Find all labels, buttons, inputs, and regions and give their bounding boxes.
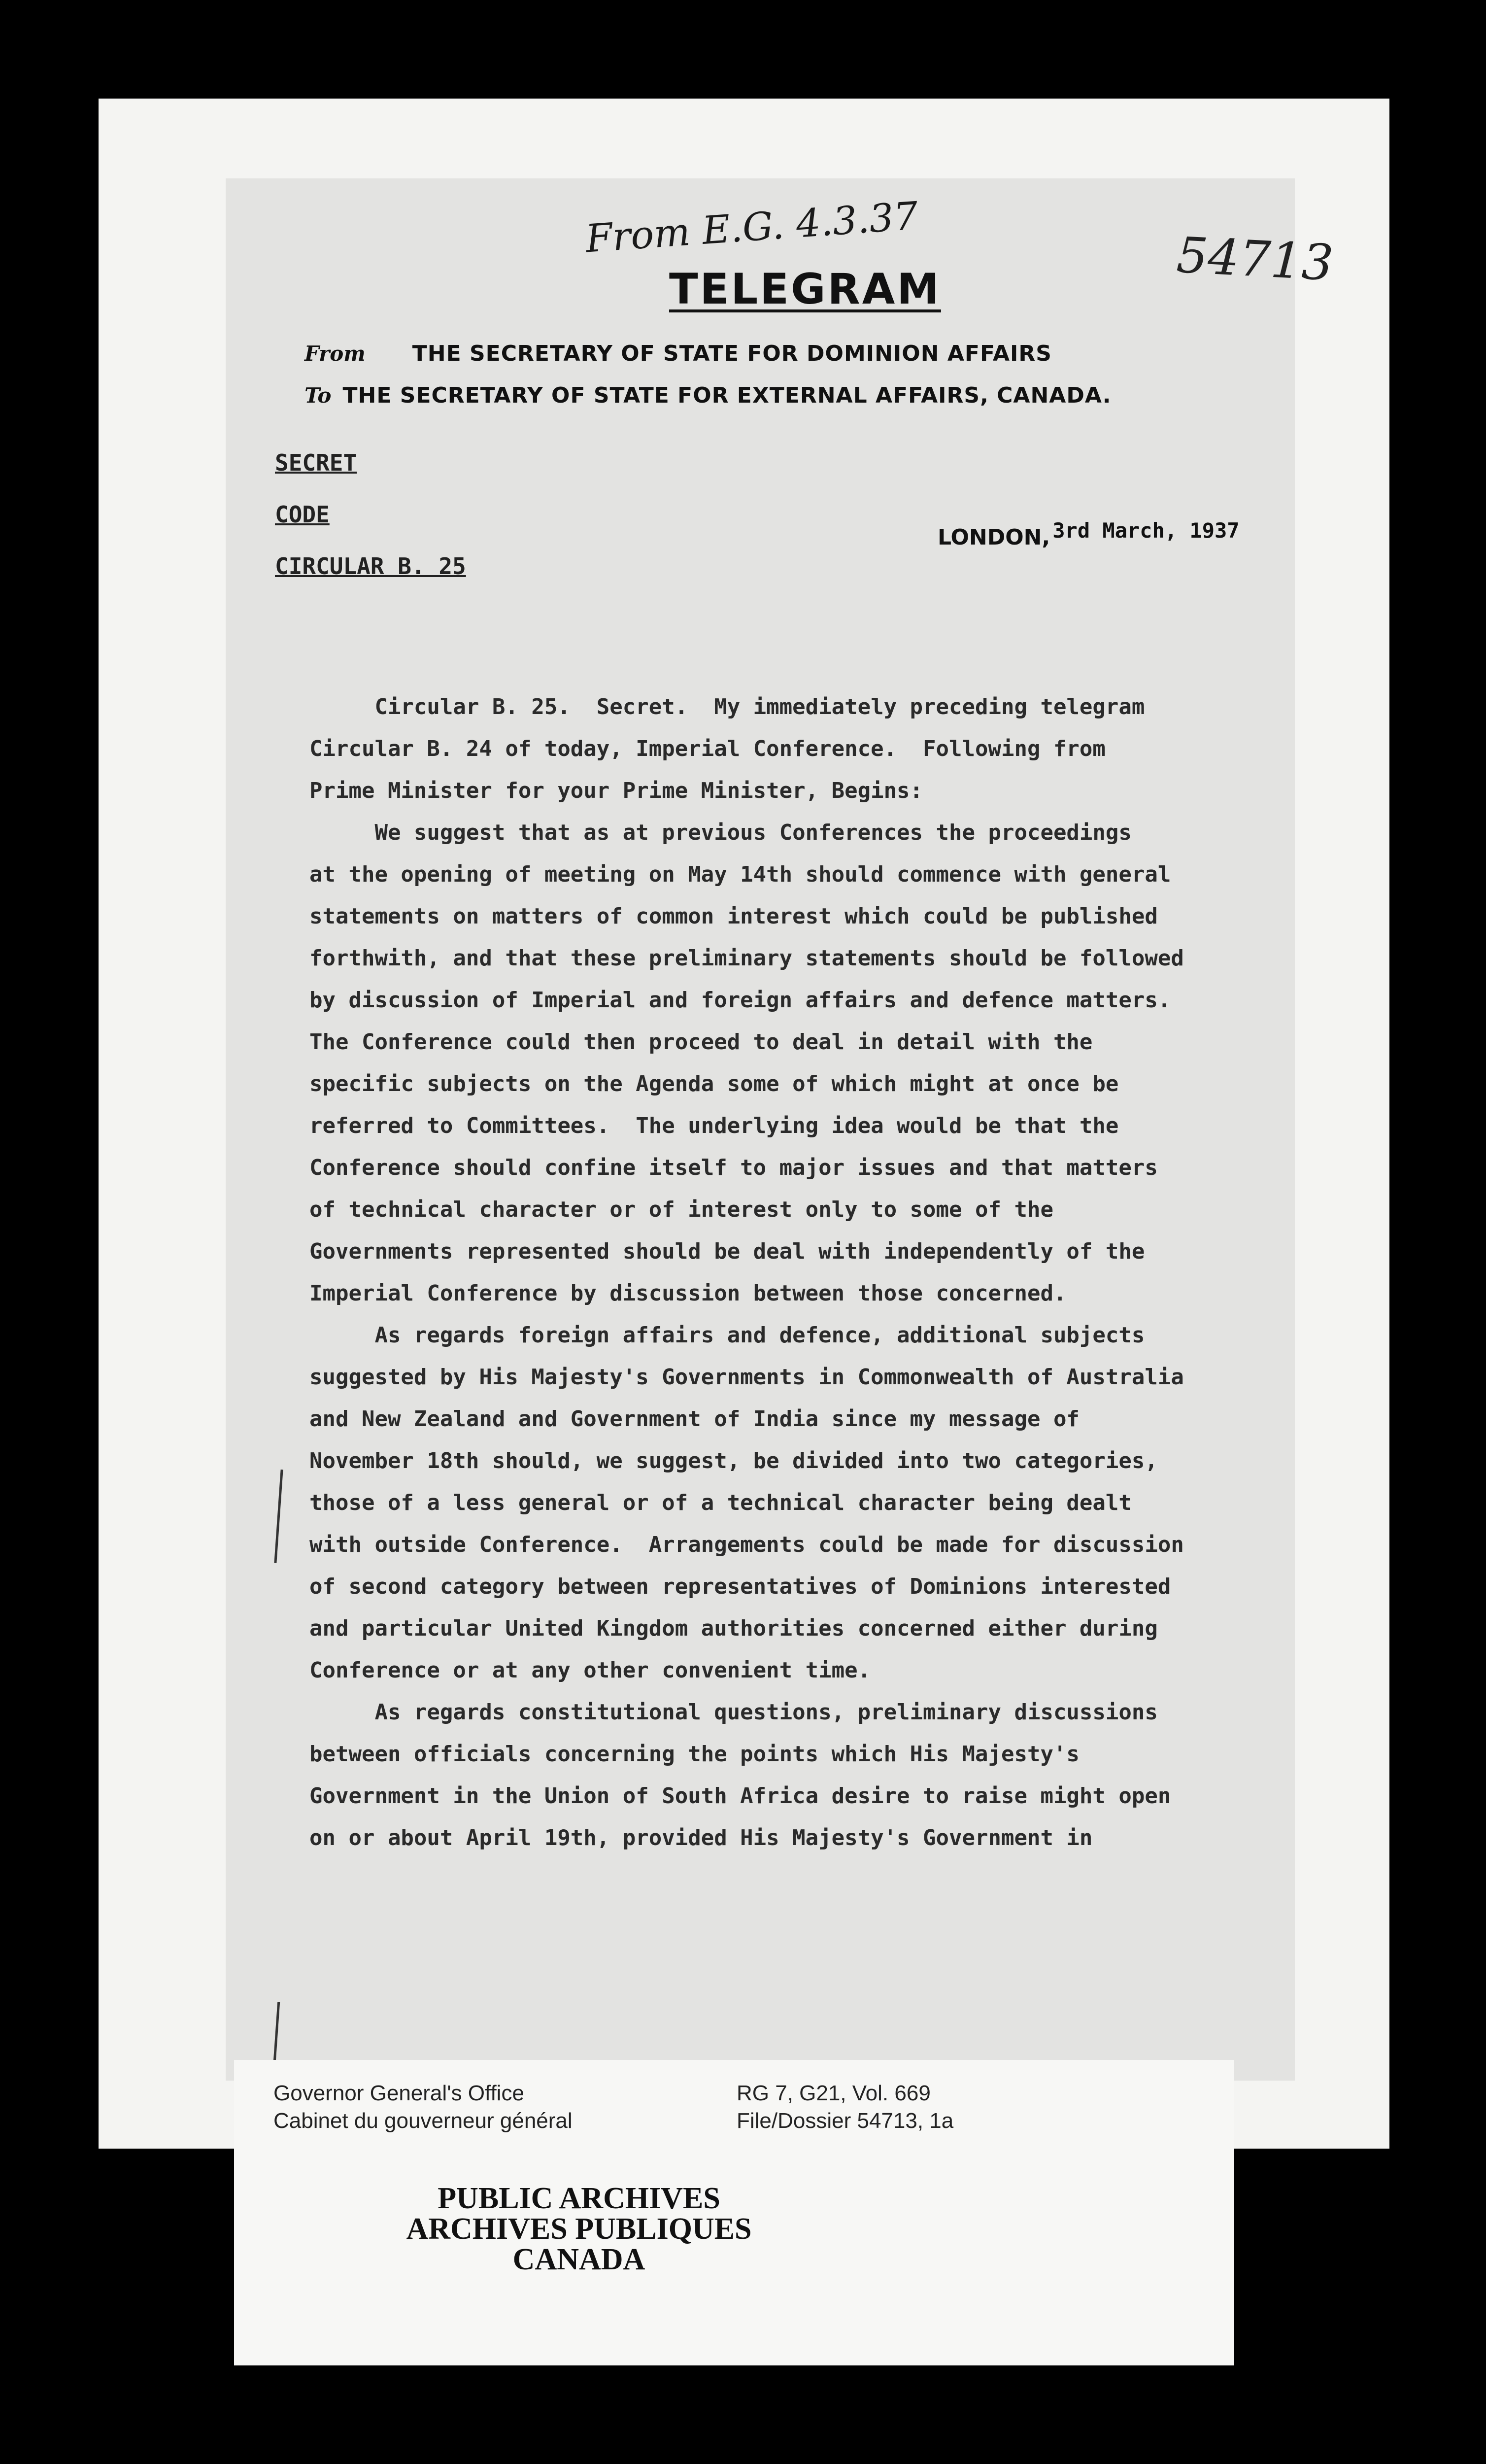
body-line: those of a less general or of a technical character being dealt <box>309 1490 1132 1515</box>
office-en: Governor General's Office <box>273 2081 524 2105</box>
from-line <box>304 341 1052 366</box>
body-line: and New Zealand and Government of India since my message of <box>309 1406 1080 1432</box>
archives-country: CANADA <box>512 2243 645 2276</box>
archive-stamp <box>234 2060 1234 2365</box>
date: 3rd March, 1937 <box>1052 518 1240 543</box>
body-line: of technical character or of interest only to some of the <box>309 1197 1053 1222</box>
circular-reference: CIRCULAR B. 25 <box>275 553 466 580</box>
archives-fr: ARCHIVES PUBLIQUES <box>406 2212 752 2246</box>
body-line: Circular B. 24 of today, Imperial Conference. Following from <box>309 736 1106 761</box>
reference: RG 7, G21, Vol. 669 <box>737 2081 931 2105</box>
to-label: To <box>304 383 332 408</box>
margin-mark <box>274 1470 283 1563</box>
body-line: Government in the Union of South Africa desire to raise might open <box>309 1783 1171 1809</box>
telegram-form <box>226 178 1335 2081</box>
office-fr: Cabinet du gouverneur général <box>273 2109 573 2133</box>
archives-heading <box>234 2183 924 2275</box>
handwritten-note: From E.G. 4.3.37 <box>584 194 920 262</box>
file-reference: File/Dossier 54713, 1a <box>737 2109 954 2133</box>
stamp-office <box>273 2080 573 2135</box>
document-sheet <box>99 99 1389 2149</box>
to-line <box>304 383 1111 408</box>
archives-en: PUBLIC ARCHIVES <box>438 2182 720 2215</box>
from-value: THE SECRETARY OF STATE FOR DOMINION AFFAIRS <box>412 341 1052 366</box>
body-line: on or about April 19th, provided His Majesty's Government in <box>309 1825 1093 1850</box>
body-line: specific subjects on the Agenda some of which might at once be <box>309 1071 1119 1096</box>
body-line: forthwith, and that these preliminary statements should be followed <box>309 946 1184 971</box>
body-line: As regards foreign affairs and defence, additional subjects <box>309 1323 1145 1348</box>
body-line: of second category between representatives of Dominions interested <box>309 1574 1171 1599</box>
place: LONDON, <box>938 525 1050 550</box>
body-line: We suggest that as at previous Conferences the proceedings <box>309 820 1132 845</box>
to-value: THE SECRETARY OF STATE FOR EXTERNAL AFFAIRS, CANADA. <box>342 383 1112 408</box>
body-line: and particular United Kingdom authorities concerned either during <box>309 1616 1158 1641</box>
body-line: November 18th should, we suggest, be divided into two categories, <box>309 1448 1158 1473</box>
body-line: by discussion of Imperial and foreign affairs and defence matters. <box>309 988 1171 1013</box>
classification-secret: SECRET <box>275 449 357 476</box>
body-line: Circular B. 25. Secret. My immediately preceding telegram <box>309 694 1145 719</box>
body-line: at the opening of meeting on May 14th should commence with general <box>309 862 1171 887</box>
classification-code: CODE <box>275 501 330 528</box>
body-line: Conference should confine itself to major issues and that matters <box>309 1155 1158 1180</box>
body-line: referred to Committees. The underlying idea would be that the <box>309 1113 1119 1138</box>
body-line: Governments represented should be deal with independently of the <box>309 1239 1145 1264</box>
body-line: suggested by His Majesty's Governments in Commonwealth of Australia <box>309 1365 1184 1390</box>
stamp-reference <box>737 2080 953 2135</box>
body-line: As regards constitutional questions, preliminary discussions <box>309 1700 1158 1725</box>
body-line: between officials concerning the points which His Majesty's <box>309 1742 1080 1767</box>
dateline <box>938 518 1240 550</box>
body-line: with outside Conference. Arrangements could be made for discussion <box>309 1532 1184 1557</box>
telegram-body <box>309 686 1290 1859</box>
from-label: From <box>304 342 366 366</box>
body-line: The Conference could then proceed to deal in detail with the <box>309 1029 1093 1055</box>
body-line: Imperial Conference by discussion between those concerned. <box>309 1281 1067 1306</box>
handwritten-file-number: 54713 <box>1175 226 1335 292</box>
body-line: statements on matters of common interest which could be published <box>309 904 1158 929</box>
body-line: Prime Minister for your Prime Minister, Begins: <box>309 778 923 803</box>
body-line: Conference or at any other convenient time. <box>309 1658 871 1683</box>
document-title: TELEGRAM <box>669 265 941 314</box>
